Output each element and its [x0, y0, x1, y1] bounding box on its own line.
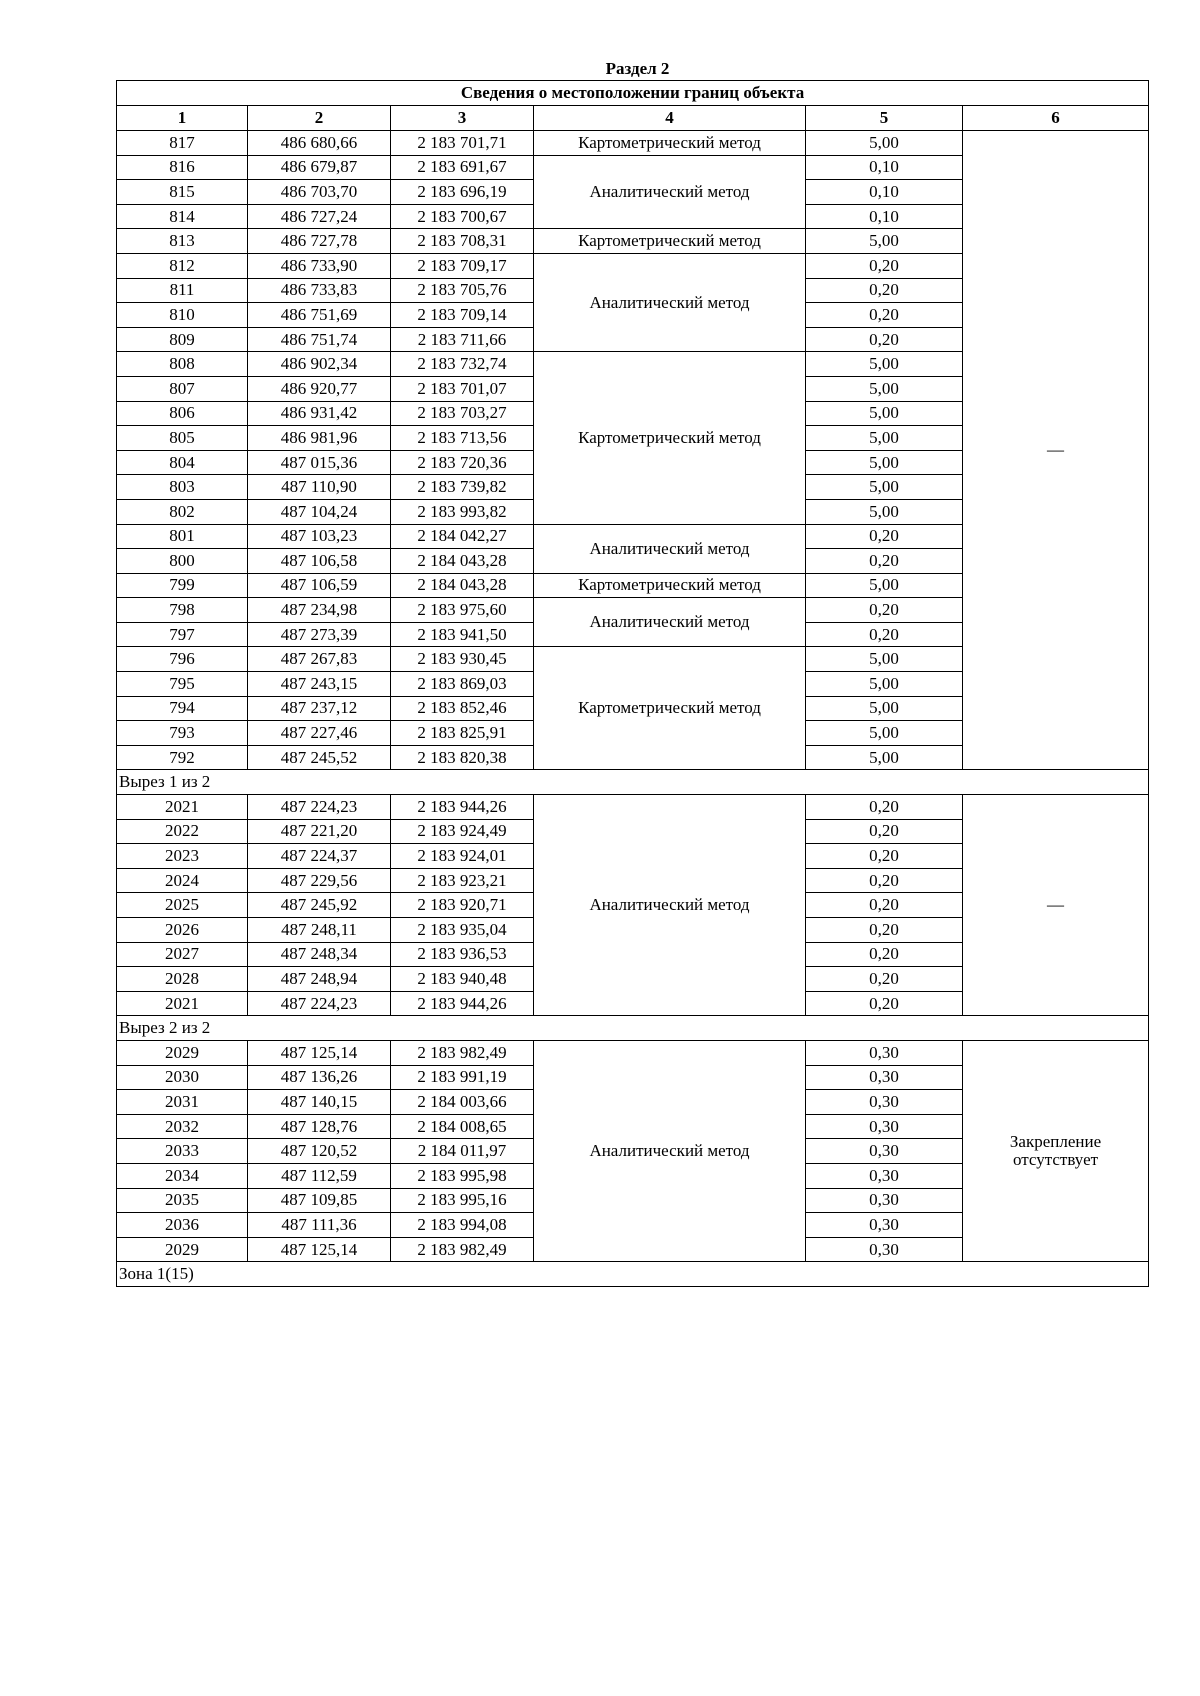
y-coordinate-cell: 2 183 995,16 — [391, 1188, 534, 1213]
x-coordinate-cell: 487 109,85 — [248, 1188, 391, 1213]
point-number-cell: 807 — [117, 376, 248, 401]
footer-row — [117, 1262, 1149, 1287]
method-cell: Аналитический метод — [534, 524, 806, 573]
accuracy-cell: 0,20 — [806, 278, 963, 303]
accuracy-cell: 0,30 — [806, 1163, 963, 1188]
y-coordinate-cell: 2 183 936,53 — [391, 942, 534, 967]
point-number-cell: 799 — [117, 573, 248, 598]
method-cell: Аналитический метод — [534, 155, 806, 229]
point-number-cell: 817 — [117, 131, 248, 156]
y-coordinate-cell: 2 183 703,27 — [391, 401, 534, 426]
point-number-cell: 801 — [117, 524, 248, 549]
point-number-cell: 2027 — [117, 942, 248, 967]
column-number: 1 — [117, 106, 248, 131]
point-number-cell: 815 — [117, 180, 248, 205]
x-coordinate-cell: 486 931,42 — [248, 401, 391, 426]
x-coordinate-cell: 487 112,59 — [248, 1163, 391, 1188]
y-coordinate-cell: 2 183 705,76 — [391, 278, 534, 303]
point-number-cell: 797 — [117, 622, 248, 647]
accuracy-cell: 0,20 — [806, 918, 963, 943]
y-coordinate-cell: 2 184 043,28 — [391, 549, 534, 574]
accuracy-cell: 0,20 — [806, 819, 963, 844]
point-number-cell: 809 — [117, 327, 248, 352]
x-coordinate-cell: 486 680,66 — [248, 131, 391, 156]
x-coordinate-cell: 487 237,12 — [248, 696, 391, 721]
accuracy-cell: 5,00 — [806, 672, 963, 697]
x-coordinate-cell: 486 902,34 — [248, 352, 391, 377]
accuracy-cell: 5,00 — [806, 696, 963, 721]
accuracy-cell: 0,20 — [806, 967, 963, 992]
column-number: 2 — [248, 106, 391, 131]
table-body — [117, 81, 1149, 1287]
point-number-cell: 2026 — [117, 918, 248, 943]
x-coordinate-cell: 487 104,24 — [248, 499, 391, 524]
point-number-cell: 2036 — [117, 1213, 248, 1238]
x-coordinate-cell: 487 106,59 — [248, 573, 391, 598]
method-cell: Картометрический метод — [534, 573, 806, 598]
point-number-cell: 808 — [117, 352, 248, 377]
point-number-cell: 811 — [117, 278, 248, 303]
method-cell: Аналитический метод — [534, 598, 806, 647]
point-number-cell: 2035 — [117, 1188, 248, 1213]
x-coordinate-cell: 487 248,94 — [248, 967, 391, 992]
y-coordinate-cell: 2 184 008,65 — [391, 1114, 534, 1139]
point-number-cell: 794 — [117, 696, 248, 721]
accuracy-cell: 5,00 — [806, 573, 963, 598]
point-number-cell: 804 — [117, 450, 248, 475]
point-marking-cell: Закрепление отсутствует — [963, 1040, 1149, 1261]
point-number-cell: 792 — [117, 745, 248, 770]
y-coordinate-cell: 2 183 700,67 — [391, 204, 534, 229]
accuracy-cell: 0,20 — [806, 893, 963, 918]
accuracy-cell: 5,00 — [806, 475, 963, 500]
section-label: Вырез 2 из 2 — [117, 1016, 1149, 1041]
x-coordinate-cell: 486 727,78 — [248, 229, 391, 254]
point-number-cell: 796 — [117, 647, 248, 672]
y-coordinate-cell: 2 183 709,17 — [391, 253, 534, 278]
accuracy-cell: 5,00 — [806, 401, 963, 426]
point-number-cell: 793 — [117, 721, 248, 746]
y-coordinate-cell: 2 183 825,91 — [391, 721, 534, 746]
point-number-cell: 2030 — [117, 1065, 248, 1090]
x-coordinate-cell: 487 111,36 — [248, 1213, 391, 1238]
accuracy-cell: 0,20 — [806, 868, 963, 893]
accuracy-cell: 0,30 — [806, 1139, 963, 1164]
point-number-cell: 2021 — [117, 991, 248, 1016]
x-coordinate-cell: 487 125,14 — [248, 1237, 391, 1262]
y-coordinate-cell: 2 183 993,82 — [391, 499, 534, 524]
x-coordinate-cell: 487 227,46 — [248, 721, 391, 746]
point-number-cell: 2025 — [117, 893, 248, 918]
point-number-cell: 2034 — [117, 1163, 248, 1188]
x-coordinate-cell: 486 981,96 — [248, 426, 391, 451]
accuracy-cell: 0,10 — [806, 180, 963, 205]
y-coordinate-cell: 2 184 043,28 — [391, 573, 534, 598]
accuracy-cell: 0,20 — [806, 844, 963, 869]
accuracy-cell: 0,30 — [806, 1114, 963, 1139]
method-cell: Аналитический метод — [534, 253, 806, 351]
point-number-cell: 812 — [117, 253, 248, 278]
y-coordinate-cell: 2 183 701,07 — [391, 376, 534, 401]
y-coordinate-cell: 2 183 709,14 — [391, 303, 534, 328]
x-coordinate-cell: 487 245,92 — [248, 893, 391, 918]
y-coordinate-cell: 2 183 994,08 — [391, 1213, 534, 1238]
x-coordinate-cell: 487 229,56 — [248, 868, 391, 893]
y-coordinate-cell: 2 183 935,04 — [391, 918, 534, 943]
accuracy-cell: 5,00 — [806, 721, 963, 746]
point-number-cell: 813 — [117, 229, 248, 254]
x-coordinate-cell: 487 243,15 — [248, 672, 391, 697]
y-coordinate-cell: 2 183 944,26 — [391, 991, 534, 1016]
y-coordinate-cell: 2 183 982,49 — [391, 1040, 534, 1065]
method-cell: Аналитический метод — [534, 795, 806, 1016]
point-marking-cell: — — [963, 795, 1149, 1016]
x-coordinate-cell: 486 751,74 — [248, 327, 391, 352]
x-coordinate-cell: 487 103,23 — [248, 524, 391, 549]
table-caption-row — [117, 81, 1149, 106]
point-marking-cell: — — [963, 131, 1149, 770]
accuracy-cell: 0,20 — [806, 795, 963, 820]
y-coordinate-cell: 2 183 720,36 — [391, 450, 534, 475]
zone-label: Зона 1(15) — [117, 1262, 1149, 1287]
x-coordinate-cell: 487 125,14 — [248, 1040, 391, 1065]
accuracy-cell: 0,10 — [806, 155, 963, 180]
accuracy-cell: 0,20 — [806, 622, 963, 647]
y-coordinate-cell: 2 184 042,27 — [391, 524, 534, 549]
section-label: Вырез 1 из 2 — [117, 770, 1149, 795]
x-coordinate-cell: 487 234,98 — [248, 598, 391, 623]
x-coordinate-cell: 487 136,26 — [248, 1065, 391, 1090]
accuracy-cell: 0,30 — [806, 1188, 963, 1213]
accuracy-cell: 5,00 — [806, 131, 963, 156]
accuracy-cell: 0,20 — [806, 303, 963, 328]
accuracy-cell: 0,30 — [806, 1065, 963, 1090]
column-number: 4 — [534, 106, 806, 131]
point-number-cell: 2022 — [117, 819, 248, 844]
y-coordinate-cell: 2 184 003,66 — [391, 1090, 534, 1115]
y-coordinate-cell: 2 183 711,66 — [391, 327, 534, 352]
x-coordinate-cell: 486 703,70 — [248, 180, 391, 205]
x-coordinate-cell: 486 679,87 — [248, 155, 391, 180]
accuracy-cell: 0,20 — [806, 327, 963, 352]
point-number-cell: 2031 — [117, 1090, 248, 1115]
x-coordinate-cell: 487 248,34 — [248, 942, 391, 967]
y-coordinate-cell: 2 183 820,38 — [391, 745, 534, 770]
accuracy-cell: 0,30 — [806, 1213, 963, 1238]
x-coordinate-cell: 486 733,83 — [248, 278, 391, 303]
point-number-cell: 805 — [117, 426, 248, 451]
accuracy-cell: 0,20 — [806, 549, 963, 574]
x-coordinate-cell: 486 751,69 — [248, 303, 391, 328]
x-coordinate-cell: 487 224,23 — [248, 991, 391, 1016]
method-cell: Картометрический метод — [534, 352, 806, 524]
y-coordinate-cell: 2 183 941,50 — [391, 622, 534, 647]
x-coordinate-cell: 487 248,11 — [248, 918, 391, 943]
accuracy-cell: 0,10 — [806, 204, 963, 229]
column-number: 5 — [806, 106, 963, 131]
point-number-cell: 2032 — [117, 1114, 248, 1139]
accuracy-cell: 5,00 — [806, 426, 963, 451]
point-number-cell: 2029 — [117, 1237, 248, 1262]
point-number-cell: 798 — [117, 598, 248, 623]
point-number-cell: 2033 — [117, 1139, 248, 1164]
y-coordinate-cell: 2 183 995,98 — [391, 1163, 534, 1188]
accuracy-cell: 5,00 — [806, 352, 963, 377]
point-number-cell: 816 — [117, 155, 248, 180]
y-coordinate-cell: 2 183 982,49 — [391, 1237, 534, 1262]
x-coordinate-cell: 487 221,20 — [248, 819, 391, 844]
column-number: 6 — [963, 106, 1149, 131]
x-coordinate-cell: 486 733,90 — [248, 253, 391, 278]
x-coordinate-cell: 487 120,52 — [248, 1139, 391, 1164]
accuracy-cell: 0,20 — [806, 942, 963, 967]
table-row — [117, 1040, 1149, 1065]
accuracy-cell: 5,00 — [806, 745, 963, 770]
section-label-row — [117, 1016, 1149, 1041]
y-coordinate-cell: 2 183 944,26 — [391, 795, 534, 820]
accuracy-cell: 0,20 — [806, 991, 963, 1016]
x-coordinate-cell: 487 106,58 — [248, 549, 391, 574]
y-coordinate-cell: 2 184 011,97 — [391, 1139, 534, 1164]
accuracy-cell: 0,30 — [806, 1040, 963, 1065]
accuracy-cell: 5,00 — [806, 450, 963, 475]
table-row — [117, 795, 1149, 820]
y-coordinate-cell: 2 183 691,67 — [391, 155, 534, 180]
x-coordinate-cell: 487 128,76 — [248, 1114, 391, 1139]
column-number-row — [117, 106, 1149, 131]
x-coordinate-cell: 487 224,37 — [248, 844, 391, 869]
y-coordinate-cell: 2 183 940,48 — [391, 967, 534, 992]
x-coordinate-cell: 487 245,52 — [248, 745, 391, 770]
point-number-cell: 2029 — [117, 1040, 248, 1065]
method-cell: Картометрический метод — [534, 229, 806, 254]
table-row — [117, 131, 1149, 156]
point-number-cell: 795 — [117, 672, 248, 697]
method-cell: Аналитический метод — [534, 1040, 806, 1261]
y-coordinate-cell: 2 183 924,49 — [391, 819, 534, 844]
point-number-cell: 2024 — [117, 868, 248, 893]
accuracy-cell: 0,20 — [806, 524, 963, 549]
x-coordinate-cell: 487 267,83 — [248, 647, 391, 672]
x-coordinate-cell: 487 140,15 — [248, 1090, 391, 1115]
x-coordinate-cell: 487 273,39 — [248, 622, 391, 647]
y-coordinate-cell: 2 183 732,74 — [391, 352, 534, 377]
x-coordinate-cell: 487 224,23 — [248, 795, 391, 820]
x-coordinate-cell: 487 110,90 — [248, 475, 391, 500]
point-number-cell: 803 — [117, 475, 248, 500]
x-coordinate-cell: 487 015,36 — [248, 450, 391, 475]
point-number-cell: 800 — [117, 549, 248, 574]
column-number: 3 — [391, 106, 534, 131]
boundary-coordinates-table — [116, 80, 1149, 1287]
accuracy-cell: 0,20 — [806, 253, 963, 278]
accuracy-cell: 0,20 — [806, 598, 963, 623]
accuracy-cell: 5,00 — [806, 229, 963, 254]
y-coordinate-cell: 2 183 696,19 — [391, 180, 534, 205]
accuracy-cell: 5,00 — [806, 647, 963, 672]
accuracy-cell: 0,30 — [806, 1090, 963, 1115]
y-coordinate-cell: 2 183 713,56 — [391, 426, 534, 451]
x-coordinate-cell: 486 920,77 — [248, 376, 391, 401]
x-coordinate-cell: 486 727,24 — [248, 204, 391, 229]
y-coordinate-cell: 2 183 991,19 — [391, 1065, 534, 1090]
point-number-cell: 2021 — [117, 795, 248, 820]
section-label-row — [117, 770, 1149, 795]
y-coordinate-cell: 2 183 923,21 — [391, 868, 534, 893]
y-coordinate-cell: 2 183 708,31 — [391, 229, 534, 254]
y-coordinate-cell: 2 183 701,71 — [391, 131, 534, 156]
accuracy-cell: 0,30 — [806, 1237, 963, 1262]
y-coordinate-cell: 2 183 930,45 — [391, 647, 534, 672]
y-coordinate-cell: 2 183 920,71 — [391, 893, 534, 918]
y-coordinate-cell: 2 183 852,46 — [391, 696, 534, 721]
y-coordinate-cell: 2 183 869,03 — [391, 672, 534, 697]
point-number-cell: 806 — [117, 401, 248, 426]
accuracy-cell: 5,00 — [806, 499, 963, 524]
y-coordinate-cell: 2 183 739,82 — [391, 475, 534, 500]
point-number-cell: 814 — [117, 204, 248, 229]
section-title: Раздел 2 — [605, 59, 670, 78]
method-cell: Картометрический метод — [534, 131, 806, 156]
point-number-cell: 2023 — [117, 844, 248, 869]
point-number-cell: 2028 — [117, 967, 248, 992]
accuracy-cell: 5,00 — [806, 376, 963, 401]
y-coordinate-cell: 2 183 924,01 — [391, 844, 534, 869]
table-caption: Сведения о местоположении границ объекта — [117, 81, 1149, 106]
method-cell: Картометрический метод — [534, 647, 806, 770]
point-number-cell: 802 — [117, 499, 248, 524]
point-number-cell: 810 — [117, 303, 248, 328]
y-coordinate-cell: 2 183 975,60 — [391, 598, 534, 623]
